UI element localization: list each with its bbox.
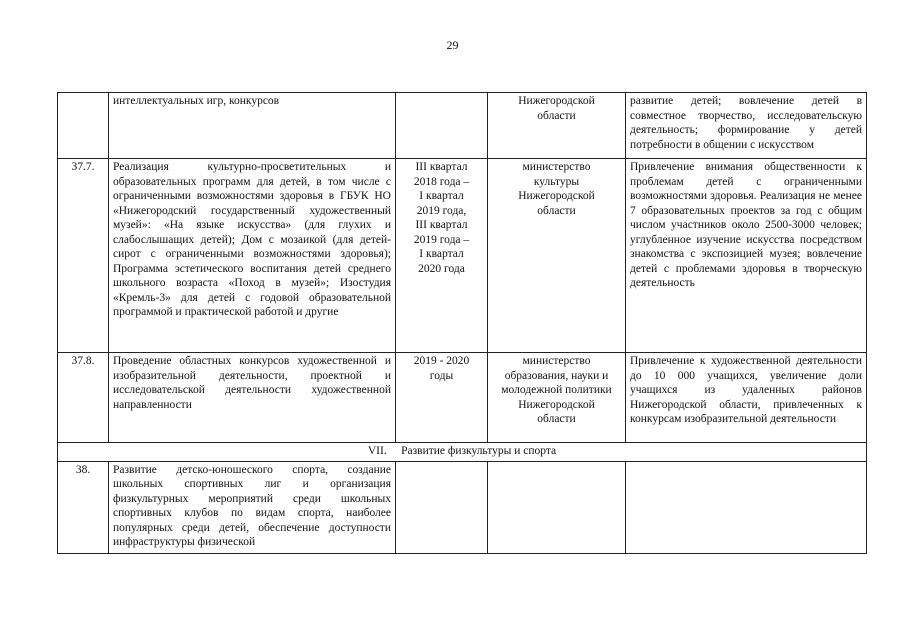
term-cell — [396, 353, 488, 443]
result-cell — [626, 461, 867, 553]
term-line: годы — [429, 369, 454, 382]
table-row — [58, 159, 867, 353]
responsible-line: молодежной политики — [501, 384, 612, 396]
term-line: 2019 - 2020 — [413, 355, 470, 367]
plan-table — [57, 92, 867, 554]
responsible-line: области — [537, 109, 576, 122]
result-cell: Привлечение внимания общественности к проблемам детей с ограниченными возможностями здоровья. Реализация не менее 7 образовательных проектов за год с общим числом участников около 2500-3000 человек; углубленное изучение искусства посредством знакомства с экспозицией музея; вовлечение детей с проблемами здоровья в творческую деятельность — [626, 159, 867, 353]
section-numeral: VII. — [367, 445, 387, 457]
row-number: 37.7. — [58, 159, 109, 353]
responsible-line: культуры — [533, 175, 580, 188]
responsible-line: области — [537, 413, 576, 425]
page-number: 29 — [446, 38, 459, 52]
responsible-cell — [488, 93, 626, 159]
action-cell: Развитие детско-юношеского спорта, создание школьных спортивных лиг и организация физкультурных мероприятий среди школьных спортивных клубов по видам спорта, наиболее популярных среди детей, обеспечение доступности инфраструктуры физической — [109, 461, 396, 553]
term-cell — [396, 461, 488, 553]
table-row — [58, 461, 867, 553]
row-number: 38. — [58, 461, 109, 553]
action-cell: интеллектуальных игр, конкурсов — [109, 93, 396, 159]
term-line: 2019 года – — [413, 233, 470, 246]
row-number — [58, 93, 109, 159]
action-cell: Проведение областных конкурсов художественной и изобразительной деятельности, проектной и исследовательской деятельности художественной направленности — [109, 353, 396, 443]
term-line: I квартал — [419, 248, 464, 260]
responsible-line: Нижегородской — [518, 95, 595, 107]
term-cell — [396, 93, 488, 159]
responsible-line: области — [537, 204, 576, 217]
term-line: I квартал — [419, 190, 464, 202]
term-line: III квартал — [415, 219, 468, 231]
action-cell: Реализация культурно-просветительных и образовательных программ для детей, в том числе с ограниченными возможностями здоровья в ГБУК НО «Нижегородский государственный художественный музей»: «На языке искусства» (для глухих и слабослышащих детей); Дом с мозаикой (для детей-сирот с ограниченными возможностями здоровья); Программа эстетического воспитания детей среднего школьного возраста «Поход в музей»; Изостудия «Кремль-3» для детей с годовой образовательной программой и практической работой и другие — [109, 159, 396, 353]
responsible-cell — [488, 159, 626, 353]
result-cell: Привлечение к художественной деятельности до 10 000 учащихся, увеличение доли учащихся из удаленных районов Нижегородской области, привлеченных к конкурсам изобразительной деятельности — [626, 353, 867, 443]
table-row — [58, 93, 867, 159]
term-line: 2018 года – — [413, 175, 470, 188]
term-line: 2020 года — [418, 262, 465, 275]
section-row — [58, 443, 867, 462]
responsible-cell — [488, 461, 626, 553]
responsible-line: Нижегородской — [518, 190, 595, 202]
term-cell — [396, 159, 488, 353]
row-number: 37.8. — [58, 353, 109, 443]
responsible-line: образования, науки и — [504, 369, 609, 382]
responsible-line: министерство — [522, 355, 591, 367]
term-line: 2019 года, — [416, 204, 467, 217]
term-line: III квартал — [415, 161, 468, 173]
responsible-line: Нижегородской — [518, 398, 595, 411]
section-title: Развитие физкультуры и спорта — [401, 445, 557, 457]
result-cell: развитие детей; вовлечение детей в совместное творчество, исследовательскую деятельность; формирование у детей потребности в общении с искусством — [626, 93, 867, 159]
responsible-line: министерство — [522, 161, 591, 173]
table-row — [58, 353, 867, 443]
section-heading — [58, 443, 867, 462]
responsible-cell — [488, 353, 626, 443]
